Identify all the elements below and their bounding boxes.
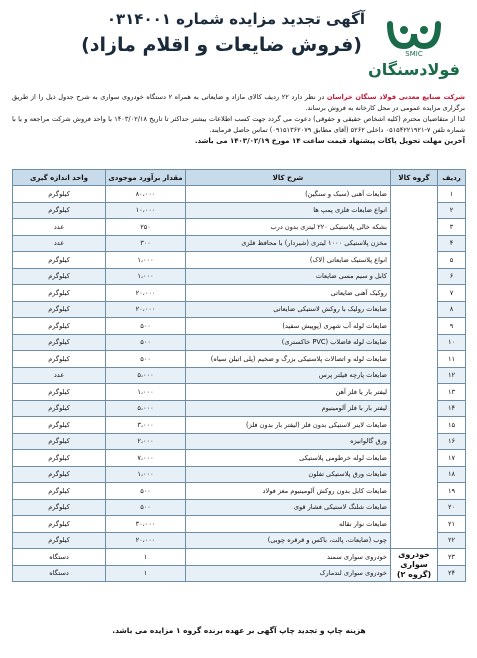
header-radif: ردیف [438,170,466,186]
item-description: ضایعات شلنگ لاستیکی فشار قوی [186,499,391,516]
item-unit: کیلوگرم [13,417,106,434]
announcement-title: آگهی تجدید مزایده شماره ۰۳۱۴۰۰۱ [106,10,365,28]
item-unit: کیلوگرم [13,483,106,500]
table-body [13,186,466,582]
item-quantity: ۷،۰۰۰ [106,450,186,467]
row-number: ۴ [438,235,466,252]
item-quantity: ۵۰۰ [106,318,186,335]
item-quantity: ۲۵۰ [106,219,186,236]
intro-paragraph-2: لذا از متقاضیان محترم (کلیه اشخاص حقیقی و حقوقی) دعوت می گردد جهت کسب اطلاعات بیشتر حداکثر تا تاریخ ۱۴۰۳/۰۲/۱۸ با واحد فروش شرکت مراجعه و یا با شماره تلفن ۷-۰۵۱۵۴۲۲۱۹۲۱ داخلی ۵۲۶۲ (آقای مطابق ۰۹۱۵۱۳۶۲۰۷۹) تماس حاصل فرمایند. [12,115,466,134]
row-number: ۲ [438,202,466,219]
row-number: ۱۶ [438,433,466,450]
row-number: ۱۸ [438,466,466,483]
item-quantity: ۳۰۰ [106,235,186,252]
row-number: ۲۴ [438,565,466,582]
item-description: ضایعات آهنی (سبک و سنگین) [186,186,391,203]
row-number: ۸ [438,301,466,318]
item-unit: عدد [13,219,106,236]
item-quantity: ۱ [106,549,186,566]
header-group: گروه کالا [391,170,438,186]
row-number: ۲۳ [438,549,466,566]
item-description: خودروی سواری لندمارک [186,565,391,582]
item-quantity: ۱،۰۰۰ [106,384,186,401]
logo-name: فولادسنگان [368,60,460,79]
company-name: شرکت صنایع معدنی فولاد سنگان خراسان [326,93,465,101]
item-unit: کیلوگرم [13,334,106,351]
item-quantity: ۵۰۰ [106,334,186,351]
item-quantity: ۱۰،۰۰۰ [106,202,186,219]
item-unit: دستگاه [13,565,106,582]
item-unit: کیلوگرم [13,450,106,467]
item-description: بشکه خالی پلاستیکی ۲۲۰ لیتری بدون درب [186,219,391,236]
item-unit: کیلوگرم [13,268,106,285]
header-qty: مقدار برآورد موجودی [106,170,186,186]
row-number: ۱۰ [438,334,466,351]
row-number: ۲۰ [438,499,466,516]
row-number: ۹ [438,318,466,335]
items-table [12,169,466,582]
item-description: کابل و سیم مسی ضایعات [186,268,391,285]
item-unit: کیلوگرم [13,202,106,219]
row-number: ۱۳ [438,384,466,401]
row-number: ۱۴ [438,400,466,417]
item-description: انواع پلاستیک ضایعاتی (لاک) [186,252,391,269]
item-quantity: ۳،۰۰۰ [106,417,186,434]
item-description: لیفتر بار با فلز آلومینیوم [186,400,391,417]
row-number: ۱۷ [438,450,466,467]
item-unit: کیلوگرم [13,384,106,401]
item-quantity: ۲۰،۰۰۰ [106,532,186,549]
item-unit: عدد [13,235,106,252]
item-description: ورق گالوانیزه [186,433,391,450]
item-quantity: ۵۰۰ [106,499,186,516]
item-unit: کیلوگرم [13,351,106,368]
row-number: ۱۱ [438,351,466,368]
item-description: ضایعات لوله آب شهری (پوپیش سفید) [186,318,391,335]
item-unit: کیلوگرم [13,400,106,417]
table-row [13,186,466,203]
item-quantity: ۳۰،۰۰۰ [106,516,186,533]
group-1-label [391,186,438,549]
row-number: ۱۲ [438,367,466,384]
item-description: انواع ضایعات فلزی پمپ ها [186,202,391,219]
item-quantity: ۲،۰۰۰ [106,433,186,450]
item-quantity: ۵۰۰ [106,483,186,500]
item-description: چوب (ضایعات، پالت، باکس و قرقره چوبی) [186,532,391,549]
header-unit: واحد اندازه گیری [13,170,106,186]
item-quantity: ۵۰۰ [106,351,186,368]
item-description: ضایعات ورق پلاستیکی تفلون [186,466,391,483]
item-unit: کیلوگرم [13,516,106,533]
company-logo [364,14,470,94]
item-description: ضایعات لوله و اتصالات پلاستیکی بزرگ و ضخیم (پلی اتیلن سیاه) [186,351,391,368]
item-unit: عدد [13,367,106,384]
item-unit: کیلوگرم [13,301,106,318]
row-number: ۱ [438,186,466,203]
item-description: روکیک آهنی ضایعاتی [186,285,391,302]
row-number: ۱۵ [438,417,466,434]
item-quantity: ۲۰،۰۰۰ [106,285,186,302]
item-unit: کیلوگرم [13,285,106,302]
item-description: ضایعات لوله خرطومی پلاستیکی [186,450,391,467]
item-description: ضایعات کابل بدون روکش آلومینیوم مغز فولاد [186,483,391,500]
row-number: ۷ [438,285,466,302]
announcement-subtitle: (فروش ضایعات و اقلام مازاد) [81,34,362,56]
row-number: ۶ [438,268,466,285]
item-unit: کیلوگرم [13,318,106,335]
item-unit: کیلوگرم [13,466,106,483]
item-description: ضایعات لوله فاضلاب (PVC خاکستری) [186,334,391,351]
item-unit: کیلوگرم [13,252,106,269]
item-quantity: ۱،۰۰۰ [106,252,186,269]
item-unit: دستگاه [13,549,106,566]
row-number: ۱۹ [438,483,466,500]
item-unit: کیلوگرم [13,532,106,549]
table-row [13,549,466,566]
row-number: ۲۱ [438,516,466,533]
row-number: ۵ [438,252,466,269]
intro-paragraph-1: شرکت صنایع معدنی فولاد سنگان خراسان در نظر دارد ۲۲ ردیف کالای مازاد و ضایعاتی به همراه ۲ دستگاه خودروی سواری به شرح جدول ذیل را از طریق برگزاری مزایده عمومی در محل کارخانه به فروش برساند. [12,93,465,112]
row-number: ۲۲ [438,532,466,549]
item-description: ضایعات پارچه فیلتر پرس [186,367,391,384]
item-description: ضایعات لاینر لاستیکی بدون فلز (لیفتر بار بدون فلز) [186,417,391,434]
header [0,4,477,92]
item-unit: کیلوگرم [13,499,106,516]
row-number: ۳ [438,219,466,236]
logo-smic: SMIC [405,50,423,58]
item-description: مخزن پلاستیکی ۱۰۰۰ لیتری (شیردار) با محافظ فلزی [186,235,391,252]
header-desc: شرح کالا [186,170,391,186]
item-description: خودروی سواری سمند [186,549,391,566]
item-quantity: ۱،۰۰۰ [106,466,186,483]
logo-icon [384,18,444,52]
deadline-notice: آخرین مهلت تحویل پاکات پیشنهاد قیمت ساعت ۱۴ مورخ ۱۴۰۳/۰۲/۱۹ می باشد. [194,137,465,145]
item-quantity: ۲۰،۰۰۰ [106,301,186,318]
group-2-label: خودروی سواری (گروه ۲) [391,549,438,582]
item-quantity: ۵،۰۰۰ [106,367,186,384]
item-unit: کیلوگرم [13,433,106,450]
intro-text [12,92,465,147]
item-unit: کیلوگرم [13,186,106,203]
footer-note: هزینه چاپ و تجدید چاپ آگهی بر عهده برنده گروه ۱ مزایده می باشد. [112,626,366,635]
table-header-row [13,170,466,186]
item-description: ضایعات نوار نقاله [186,516,391,533]
item-description: ضایعات رولیک با روکش لاستیکی ضایعاتی [186,301,391,318]
item-quantity: ۸۰،۰۰۰ [106,186,186,203]
item-quantity: ۵،۰۰۰ [106,400,186,417]
item-description: لیفتر بار یا فلز آهن [186,384,391,401]
item-quantity: ۱ [106,565,186,582]
item-quantity: ۱،۰۰۰ [106,268,186,285]
